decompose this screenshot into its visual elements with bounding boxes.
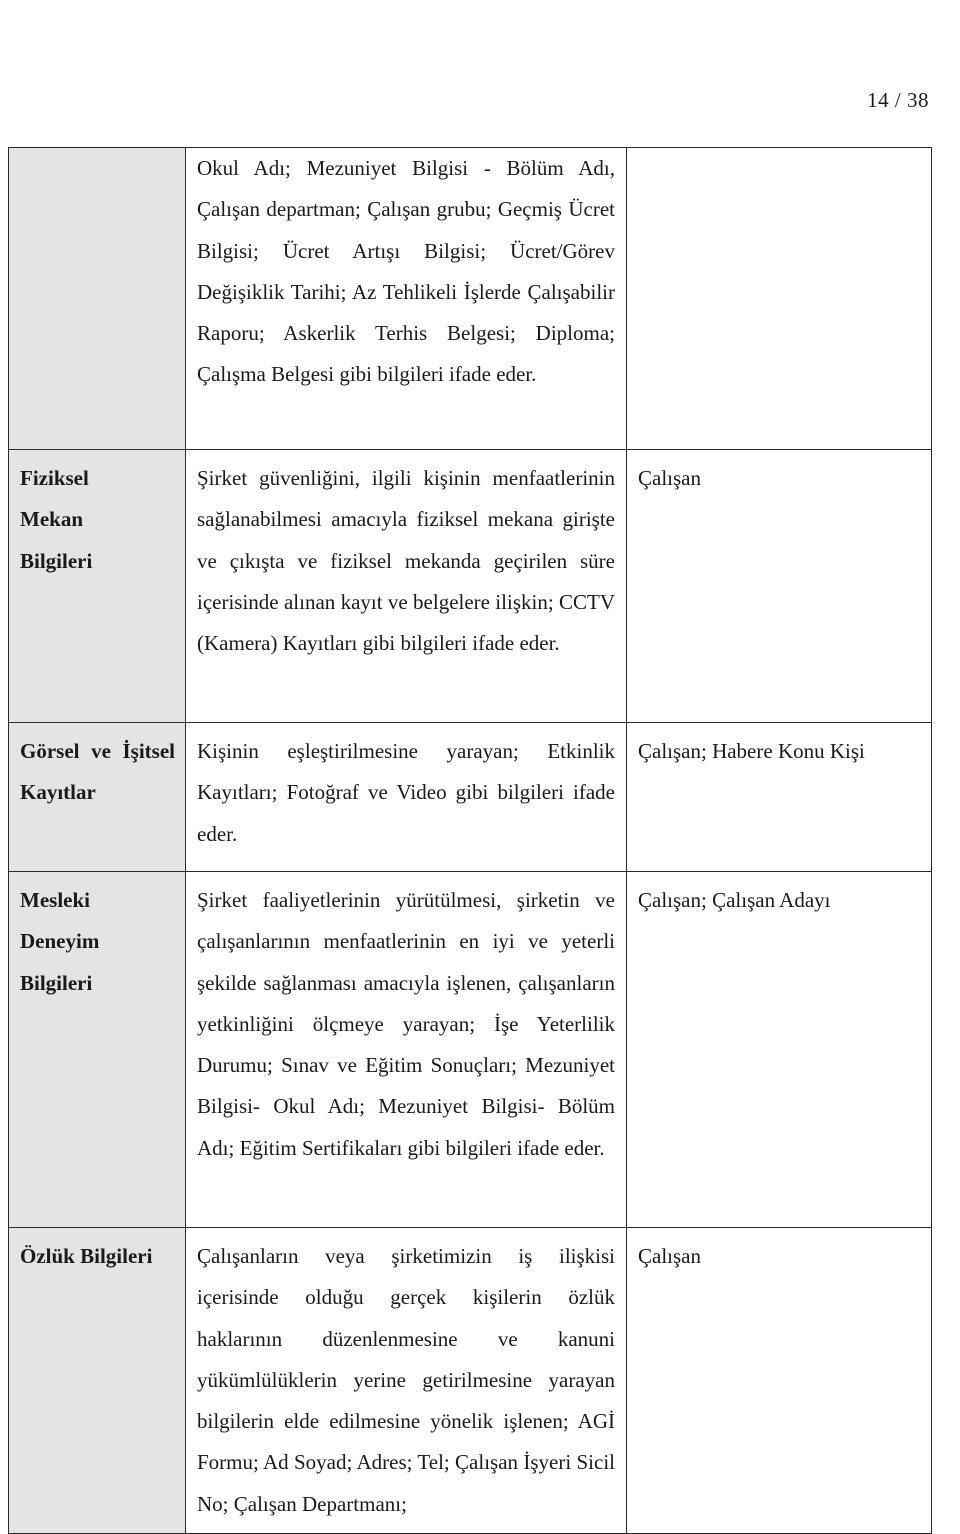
data-subject-text: Çalışan; Çalışan Adayı: [638, 888, 831, 912]
data-subject-cell: [627, 1228, 932, 1534]
data-subject-text: [627, 148, 931, 164]
category-cell: [9, 872, 186, 1228]
category-cell: [9, 450, 186, 723]
category-label: Görsel ve İşitsel Kayıtlar: [20, 739, 175, 805]
description-text: Okul Adı; Mezuniyet Bilgisi - Bölüm Adı, Çalışan departman; Çalışan grubu; Geçmiş Ücret Bilgisi; Ücret Artışı Bilgisi; Ücret/Görev Değişiklik Tarihi; Az Tehlikeli İşlerde Çalışabilir Raporu; Askerlik Terhis Belgesi; Diploma; Çalışma Belgesi gibi bilgileri ifade eder.: [197, 156, 615, 387]
data-category-table: [8, 147, 932, 1534]
table-row: [9, 872, 932, 1228]
description-cell: [186, 1228, 627, 1534]
data-subject-text: Çalışan: [638, 466, 701, 490]
category-label: Özlük Bilgileri: [20, 1244, 153, 1268]
table-row: [9, 723, 932, 872]
category-cell: [9, 723, 186, 872]
category-label: Fiziksel Mekan Bilgileri: [20, 466, 93, 573]
category-cell: [9, 1228, 186, 1534]
description-text: Şirket faaliyetlerinin yürütülmesi, şirketin ve çalışanlarının menfaatlerinin en iyi ve yeterli şekilde sağlanması amacıyla işlenen, çalışanların yetkinliğini ölçmeye yarayan; İşe Yeterlilik Durumu; Sınav ve Eğitim Sonuçları; Mezuniyet Bilgisi- Okul Adı; Mezuniyet Bilgisi- Bölüm Adı; Eğitim Sertifikaları gibi bilgileri ifade eder.: [197, 888, 615, 1160]
data-subject-cell: [627, 872, 932, 1228]
table-row: [9, 450, 932, 723]
category-label: [9, 148, 185, 164]
data-subject-cell: [627, 723, 932, 872]
data-subject-text: Çalışan; Habere Konu Kişi: [638, 739, 865, 763]
table-row: [9, 148, 932, 450]
description-cell: [186, 872, 627, 1228]
description-text: Çalışanların veya şirketimizin iş ilişkisi içerisinde olduğu gerçek kişilerin özlük haklarının düzenlenmesine ve kanuni yükümlülüklerin yerine getirilmesine yarayan bilgilerin elde edilmesine yönelik işlenen; AGİ Formu; Ad Soyad; Adres; Tel; Çalışan İşyeri Sicil No; Çalışan Departmanı;: [197, 1244, 615, 1516]
description-cell: [186, 723, 627, 872]
page-number: 14 / 38: [867, 88, 929, 112]
data-subject-cell: [627, 148, 932, 450]
description-cell: [186, 148, 627, 450]
data-subject-text: Çalışan: [638, 1244, 701, 1268]
data-subject-cell: [627, 450, 932, 723]
description-cell: [186, 450, 627, 723]
description-text: Kişinin eşleştirilmesine yarayan; Etkinlik Kayıtları; Fotoğraf ve Video gibi bilgileri ifade eder.: [197, 739, 615, 846]
description-text: Şirket güvenliğini, ilgili kişinin menfaatlerinin sağlanabilmesi amacıyla fiziksel mekana girişte ve çıkışta ve fiziksel mekanda geçirilen süre içerisinde alınan kayıt ve belgelere ilişkin; CCTV (Kamera) Kayıtları gibi bilgileri ifade eder.: [197, 466, 615, 656]
table-row: [9, 1228, 932, 1534]
category-cell: [9, 148, 186, 450]
category-label: Mesleki Deneyim Bilgileri: [20, 888, 100, 995]
